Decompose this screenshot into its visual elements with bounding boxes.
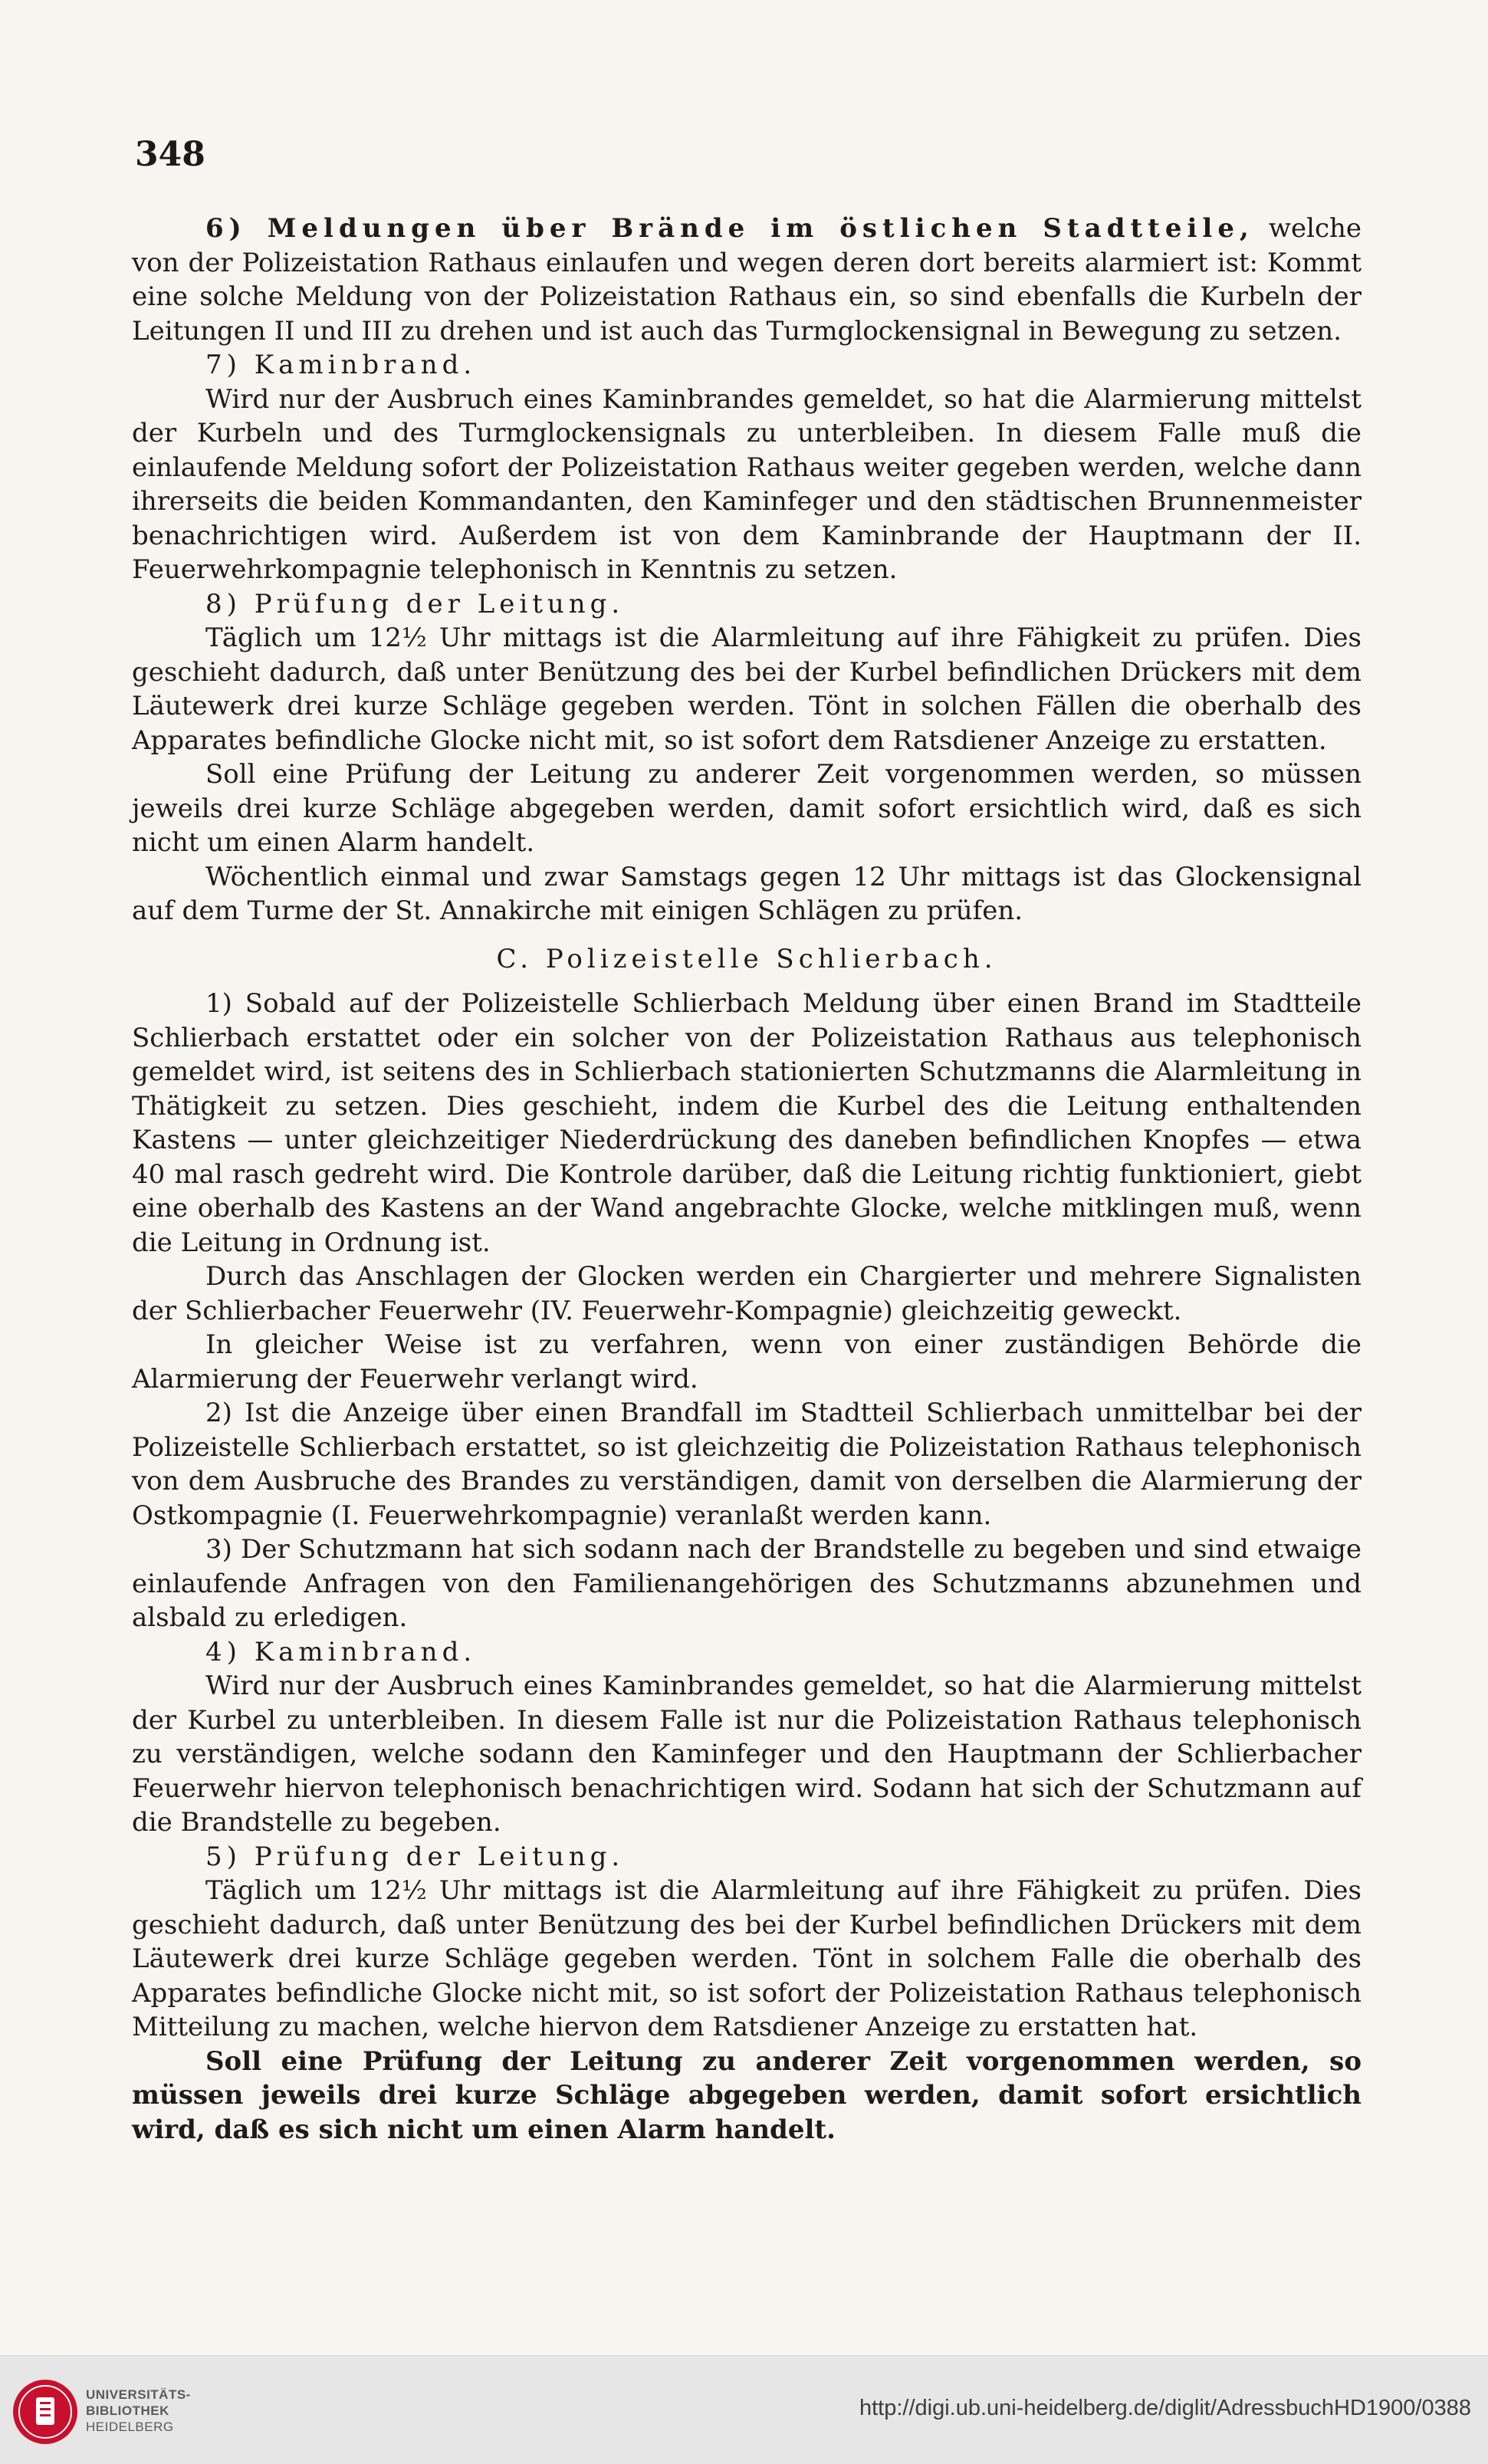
paragraph-6 [132,212,1362,348]
paragraph-c1b: Durch das Anschlagen der Glocken werden ein Chargierter und mehrere Signalisten der Schlierbacher Feuerwehr (IV. Feuerwehr-Kompagnie) gleichzeitig geweckt. [132,1261,1362,1326]
paragraph-6-text: welche von der Polizeistation Rathaus einlaufen und wegen deren dort bereits alarmiert ist: Kommt eine solche Meldung von der Polizeistation Rathaus ein, so sind ebenfalls die Kurbeln der Leitungen II und III zu drehen und ist auch das Turmglockensignal in Bewegung zu setzen. [132,213,1362,347]
page-number: 348 [135,135,205,174]
paragraph-8a: Täglich um 12½ Uhr mittags ist die Alarmleitung auf ihre Fähigkeit zu prüfen. Dies geschieht dadurch, daß unter Benützung des bei der Kurbel befindlichen Drückers mit dem Läutewerk drei kurze Schläge gegeben werden. Tönt in solchen Fällen die oberhalb des Apparates befindliche Glocke nicht mit, so ist sofort dem Ratsdiener Anzeige zu erstatten. [132,623,1362,756]
heading-6: 6) Meldungen über Brände im östlichen Stadtteile, [205,213,1254,244]
section-c-title: C. Polizeistelle Schlierbach. [496,943,997,974]
heading-c5-pruefung: 5) Prüfung der Leitung. [205,1841,625,1872]
paragraph-c3: 3) Der Schutzmann hat sich sodann nach der Brandstelle zu begeben und sind etwaige einlaufende Anfragen von den Familienangehörigen des Schutzmanns abzunehmen und alsbald zu erledigen. [132,1534,1362,1633]
paragraph-c1c: In gleicher Weise ist zu verfahren, wenn von einer zuständigen Behörde die Alarmierung der Feuerwehr verlangt wird. [132,1329,1362,1395]
paragraph-8c: Wöchentlich einmal und zwar Samstags gegen 12 Uhr mittags ist das Glockensignal auf dem Turme der St. Annakirche mit einigen Schlägen zu prüfen. [132,861,1362,926]
source-url-link[interactable]: http://digi.ub.uni-heidelberg.de/diglit/AdressbuchHD1900/0388 [859,2396,1471,2420]
paragraph-c2: 2) Ist die Anzeige über einen Brandfall im Stadtteil Schlierbach unmittelbar bei der Polizeistelle Schlierbach erstattet, so ist gleichzeitig die Polizeistation Rathaus telephonisch von dem Ausbruche des Brandes zu verständigen, damit von derselben die Alarmierung der Ostkompagnie (I. Feuerwehrkompagnie) veranlaßt werden kann. [132,1398,1362,1531]
heading-7-kaminbrand: 7) Kaminbrand. [205,350,477,380]
heading-8-pruefung: 8) Prüfung der Leitung. [205,588,625,619]
logo-line-2: BIBLIOTHEK [86,2403,169,2418]
university-seal-icon [11,2377,80,2446]
paragraph-8b: Soll eine Prüfung der Leitung zu anderer Zeit vorgenommen werden, so müssen jeweils drei kurze Schläge abgegeben werden, damit sofort ersichtlich wird, daß es sich nicht um einen Alarm handelt. [132,759,1362,858]
paragraph-7: Wird nur der Ausbruch eines Kaminbrandes gemeldet, so hat die Alarmierung mittelst der Kurbeln und des Turmglockensignals zu unterbleiben. In diesem Falle muß die einlaufende Meldung sofort der Polizeistation Rathaus weiter gegeben werden, welche dann ihrerseits die beiden Kommandanten, den Kaminfeger und den städtischen Brunnenmeister benachrichtigen wird. Außerdem ist von dem Kaminbrande der Hauptmann der II. Feuerwehrkompagnie telephonisch in Kenntnis zu setzen. [132,383,1362,585]
heading-c4-kaminbrand: 4) Kaminbrand. [205,1636,477,1667]
paragraph-c1: 1) Sobald auf der Polizeistelle Schlierbach Meldung über einen Brand im Stadtteile Schlierbach erstattet oder ein solcher von der Polizeistation Rathaus aus telephonisch gemeldet wird, ist seitens des in Schlierbach stationierten Schutzmanns die Alarmleitung in Thätigkeit zu setzen. Dies geschieht, indem die Kurbel des die Leitung enthaltenden Kastens — unter gleichzeitiger Niederdrückung des daneben befindlichen Knopfes — etwa 40 mal rasch gedreht wird. Die Kontrole darüber, daß die Leitung richtig funktioniert, giebt eine oberhalb des Kastens an der Wand angebrachte Glocke, welche mitklingen muß, wenn die Leitung in Ordnung ist. [132,988,1362,1258]
paragraph-c4: Wird nur der Ausbruch eines Kaminbrandes gemeldet, so hat die Alarmierung mittelst der Kurbel zu unterbleiben. In diesem Falle ist nur die Polizeistation Rathaus telephonisch zu verständigen, welche sodann den Kaminfeger und den Hauptmann der Schlierbacher Feuerwehr hiervon telephonisch benachrichtigen wird. Sodann hat sich der Schutzmann auf die Brandstelle zu begeben. [132,1671,1362,1838]
library-logo-text [86,2387,191,2435]
paragraph-c5b: Soll eine Prüfung der Leitung zu anderer Zeit vorgenommen werden, so müssen jeweils drei kurze Schläge abgegeben werden, damit sofort ersichtlich wird, daß es sich nicht um einen Alarm handelt. [132,2045,1362,2145]
footer-bar [0,2355,1488,2464]
logo-line-3: HEIDELBERG [86,2420,174,2434]
paragraph-c5a: Täglich um 12½ Uhr mittags ist die Alarmleitung auf ihre Fähigkeit zu prüfen. Dies geschieht dadurch, daß unter Benützung des bei der Kurbel befindlichen Drückers mit dem Läutewerk drei kurze Schläge gegeben werden. Tönt in solchem Falle die oberhalb des Apparates befindliche Glocke nicht mit, so ist sofort der Polizeistation Rathaus telephonisch Mitteilung zu machen, welche hiervon dem Ratsdiener Anzeige zu erstatten hat. [132,1875,1362,2042]
page-body [132,212,1362,2147]
logo-line-1: UNIVERSITÄTS- [86,2387,191,2402]
